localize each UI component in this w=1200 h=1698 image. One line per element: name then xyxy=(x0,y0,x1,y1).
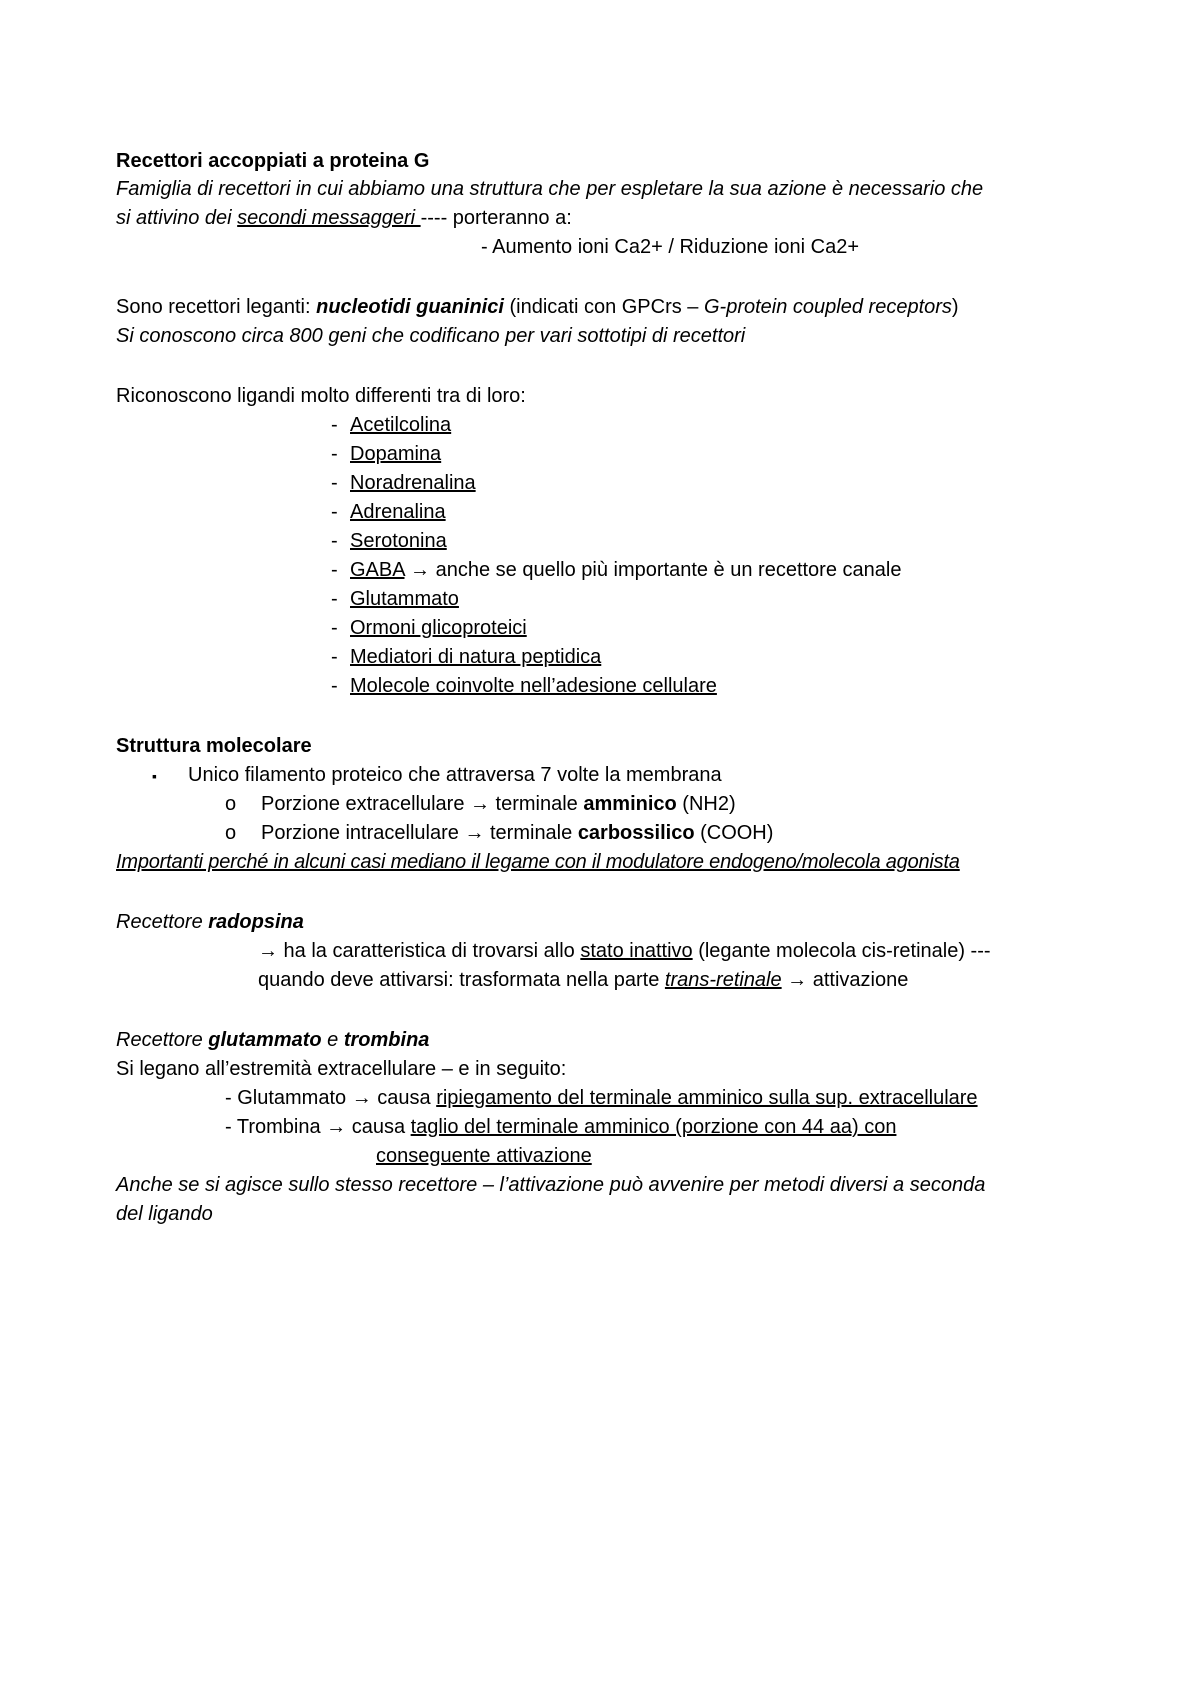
section-title: Struttura molecolare xyxy=(116,735,312,757)
description-line: quando deve attivarsi: trasformata nella parte trans-retinale → attivazione xyxy=(258,969,909,991)
effect-line: - Aumento ioni Ca2+ / Riduzione ioni Ca2+ xyxy=(481,236,860,258)
intro-line: Famiglia di recettori in cui abbiamo una struttura che per espletare la sua azione è necessario che xyxy=(116,178,984,200)
ligands-intro: Riconoscono ligandi molto differenti tra di loro: xyxy=(116,385,526,407)
list-item: ▪ Unico filamento proteico che attraversa 7 volte la membrana xyxy=(152,764,722,786)
list-item: - Ormoni glicoproteici xyxy=(331,617,527,639)
list-item: o Porzione intracellulare → terminale carbossilico (COOH) xyxy=(225,822,774,844)
circle-bullet-icon: o xyxy=(225,793,237,815)
section-title: Recettore glutammato e trombina xyxy=(116,1029,430,1051)
list-item: - Glutammato xyxy=(331,588,459,610)
list-item: - Glutammato → causa ripiegamento del terminale amminico sulla sup. extracellulare xyxy=(225,1087,978,1109)
closing-line: del ligando xyxy=(116,1203,213,1225)
section-title: Recettori accoppiati a proteina G xyxy=(116,150,430,172)
list-item: - Dopamina xyxy=(331,443,442,465)
list-item: - Serotonina xyxy=(331,530,447,552)
list-item: - Molecole coinvolte nell’adesione cellulare xyxy=(331,675,717,697)
list-item-continuation: conseguente attivazione xyxy=(376,1145,592,1167)
list-item: - Acetilcolina xyxy=(331,414,452,436)
square-bullet-icon: ▪ xyxy=(152,768,157,784)
list-item: - GABA → anche se quello più importante è un recettore canale xyxy=(331,559,902,581)
description-line: Si legano all’estremità extracellulare – e in seguito: xyxy=(116,1058,567,1080)
list-item: o Porzione extracellulare → terminale amminico (NH2) xyxy=(225,793,736,815)
intro-line: si attivino dei secondi messaggeri ---- porteranno a: xyxy=(116,207,572,229)
list-item: - Trombina → causa taglio del terminale amminico (porzione con 44 aa) con xyxy=(225,1116,897,1138)
genes-line: Si conoscono circa 800 geni che codificano per vari sottotipi di recettori xyxy=(116,325,746,347)
list-item: - Mediatori di natura peptidica xyxy=(331,646,602,668)
note-line: Importanti perché in alcuni casi mediano il legame con il modulatore endogeno/molecola agonista xyxy=(116,851,960,873)
section-title: Recettore radopsina xyxy=(116,911,304,933)
circle-bullet-icon: o xyxy=(225,822,237,844)
list-item: - Adrenalina xyxy=(331,501,446,523)
description-line: → ha la caratteristica di trovarsi allo stato inattivo (legante molecola cis-retinale) --- xyxy=(258,940,991,962)
closing-line: Anche se si agisce sullo stesso recettore – l’attivazione può avvenire per metodi diversi a seconda xyxy=(116,1174,986,1196)
list-item: - Noradrenalina xyxy=(331,472,476,494)
ligands-line: Sono recettori leganti: nucleotidi guaninici (indicati con GPCrs – G-protein coupled receptors) xyxy=(116,296,959,318)
